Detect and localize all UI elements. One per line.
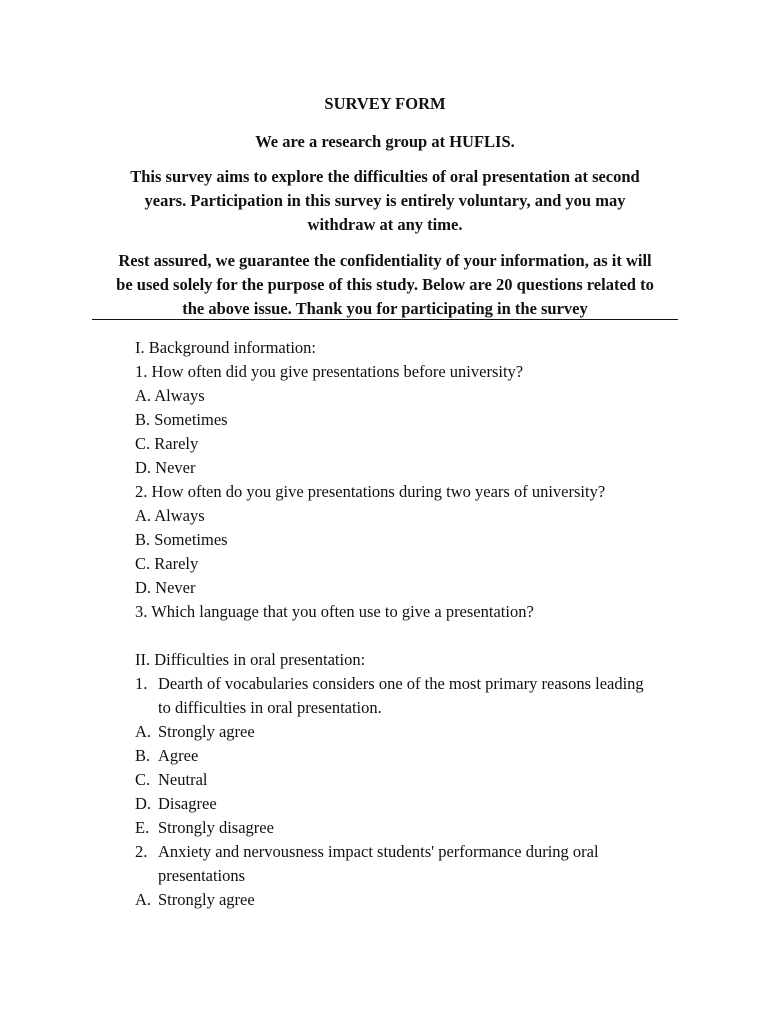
option-text: Strongly agree [158,890,255,909]
answer-option [135,744,695,768]
option-letter: E. [135,818,150,837]
option-text: Strongly agree [158,722,255,741]
option-text: Neutral [158,770,208,789]
section-heading-background: I. Background information: [135,338,317,357]
answer-option: C. Rarely [135,554,199,573]
intro-confidentiality-line: be used solely for the purpose of this study. Below are 20 questions related to [116,275,654,294]
intro-confidentiality-line: Rest assured, we guarantee the confidentiality of your information, as it will [118,251,652,270]
question-number: 1. [135,674,148,693]
question-3-text: 3. Which language that you often use to give a presentation? [135,602,534,621]
answer-option [135,792,695,816]
intro-aim-line: withdraw at any time. [307,215,463,234]
option-text: Agree [158,746,199,765]
answer-option [135,816,695,840]
question-text: to difficulties in oral presentation. [158,698,382,717]
option-letter: B. [135,746,151,765]
header-divider [92,319,678,320]
difficulty-question-2 [135,840,695,864]
section-spacer [135,624,695,648]
page-title: SURVEY FORM [324,94,446,113]
answer-option: A. Always [135,386,205,405]
question-2-text: 2. How often do you give presentations during two years of university? [135,482,606,501]
intro-confidentiality-paragraph [92,249,678,321]
answer-option: C. Rarely [135,434,199,453]
question-text: Anxiety and nervousness impact students' performance during oral [158,842,599,861]
question-text: presentations [158,866,246,885]
option-text: Disagree [158,794,217,813]
option-letter: A. [135,722,152,741]
difficulty-question-1-continued [135,696,695,720]
answer-option: D. Never [135,578,196,597]
intro-aim-line: This survey aims to explore the difficulties of oral presentation at second [130,167,640,186]
survey-questions [135,336,695,912]
answer-option: B. Sometimes [135,530,228,549]
option-letter: D. [135,794,152,813]
question-number: 2. [135,842,148,861]
question-1-text: 1. How often did you give presentations before university? [135,362,524,381]
difficulty-question-1 [135,672,695,696]
answer-option: D. Never [135,458,196,477]
section-heading-difficulties: II. Difficulties in oral presentation: [135,650,366,669]
intro-aim-paragraph [92,165,678,237]
option-text: Strongly disagree [158,818,274,837]
difficulty-question-2-continued [135,864,695,888]
answer-option: B. Sometimes [135,410,228,429]
option-letter: C. [135,770,151,789]
intro-confidentiality-line: the above issue. Thank you for participating in the survey [182,299,588,318]
question-text: Dearth of vocabularies considers one of the most primary reasons leading [158,674,644,693]
answer-option [135,888,695,912]
answer-option [135,768,695,792]
intro-research-group: We are a research group at HUFLIS. [255,132,515,151]
indent-spacer [135,864,158,888]
answer-option [135,720,695,744]
intro-aim-line: years. Participation in this survey is entirely voluntary, and you may [144,191,626,210]
answer-option: A. Always [135,506,205,525]
indent-spacer [135,696,158,720]
option-letter: A. [135,890,152,909]
survey-header [92,92,678,321]
